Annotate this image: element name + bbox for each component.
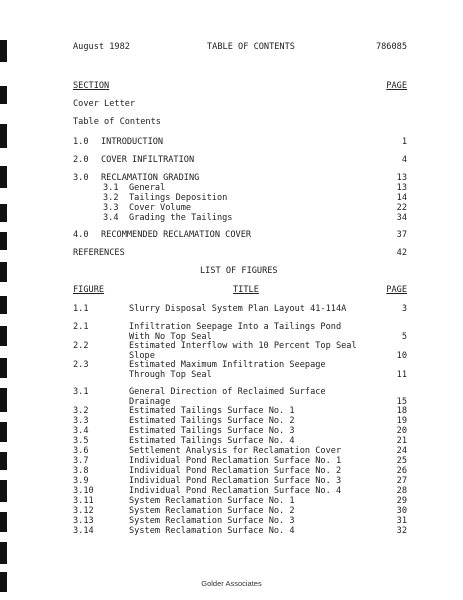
figure-title-continued: Through Top Seal	[129, 370, 212, 380]
figure-title: Individual Pond Reclamation Surface No. 2	[129, 466, 342, 476]
footer-company: Golder Associates	[201, 579, 262, 588]
page-column-heading: PAGE	[386, 81, 407, 91]
figure-page: 31	[396, 516, 407, 526]
toc-page: 42	[396, 248, 407, 258]
toc-subsection-title: Cover Volume	[129, 203, 192, 213]
binder-mark	[0, 232, 7, 250]
figure-page: 27	[396, 476, 407, 486]
figure-number: 3.3	[73, 416, 89, 426]
toc-page: 1	[401, 137, 407, 147]
toc-page: 13	[396, 173, 407, 183]
toc-page: 34	[396, 213, 407, 223]
figure-title: Estimated Tailings Surface No. 2	[129, 416, 295, 426]
figure-title: System Reclamation Surface No. 2	[129, 506, 295, 516]
figure-title: Settlement Analysis for Reclamation Cover	[129, 446, 342, 456]
toc-number: 1.0	[73, 137, 89, 147]
toc-subsection-title: Tailings Deposition	[129, 193, 228, 203]
figure-number: 3.6	[73, 446, 89, 456]
header-title: TABLE OF CONTENTS	[207, 42, 295, 52]
figure-page: 3	[401, 304, 407, 314]
toc-page: 22	[396, 203, 407, 213]
figure-title: Individual Pond Reclamation Surface No. 4	[129, 486, 342, 496]
figure-number: 3.10	[73, 486, 94, 496]
figure-page: 32	[396, 526, 407, 536]
figure-page: 19	[396, 416, 407, 426]
figure-page: 5	[401, 332, 407, 342]
binder-mark	[0, 358, 7, 378]
binder-mark	[0, 512, 7, 532]
toc-page: 37	[396, 230, 407, 240]
figure-title: Individual Pond Reclamation Surface No. 3	[129, 476, 342, 486]
figure-page: 21	[396, 436, 407, 446]
toc-page: 4	[401, 155, 407, 165]
toc-subsection-number: 3.1	[103, 183, 119, 193]
binder-mark	[0, 480, 7, 502]
figure-number: 2.2	[73, 341, 89, 351]
figure-number: 1.1	[73, 304, 89, 314]
figure-page: 10	[396, 351, 407, 361]
page-column-heading: PAGE	[386, 285, 407, 295]
figure-title: System Reclamation Surface No. 3	[129, 516, 295, 526]
toc-subsection-number: 3.3	[103, 203, 119, 213]
figure-page: 30	[396, 506, 407, 516]
figure-page: 26	[396, 466, 407, 476]
figure-number: 3.2	[73, 406, 89, 416]
toc-subsection-title: Grading the Tailings	[129, 213, 233, 223]
figure-title: Individual Pond Reclamation Surface No. 1	[129, 456, 342, 466]
toc-entry-table-of-contents: Table of Contents	[73, 117, 161, 127]
figure-number: 3.9	[73, 476, 89, 486]
figure-number: 3.7	[73, 456, 89, 466]
figure-page: 11	[396, 370, 407, 380]
binder-mark	[0, 166, 7, 188]
toc-title: COVER INFILTRATION	[101, 155, 195, 165]
toc-subsection-number: 3.4	[103, 213, 119, 223]
binder-mark	[0, 262, 7, 282]
figure-title: Slurry Disposal System Plan Layout 41-114A	[129, 304, 347, 314]
figure-title-continued: Drainage	[129, 397, 171, 407]
toc-number: 2.0	[73, 155, 89, 165]
figure-number: 3.8	[73, 466, 89, 476]
binder-mark	[0, 296, 7, 314]
figure-title: Infiltration Seepage Into a Tailings Pond	[129, 322, 342, 332]
figure-title: Estimated Tailings Surface No. 4	[129, 436, 295, 446]
figure-page: 28	[396, 486, 407, 496]
figure-title: Estimated Interflow with 10 Percent Top Seal	[129, 341, 357, 351]
figure-number: 2.1	[73, 322, 89, 332]
toc-title: RECOMMENDED RECLAMATION COVER	[101, 230, 252, 240]
binder-mark	[0, 40, 7, 62]
figure-number: 3.5	[73, 436, 89, 446]
binder-mark	[0, 452, 7, 470]
binder-mark	[0, 542, 7, 564]
toc-title-references: REFERENCES	[73, 248, 125, 258]
toc-number: 4.0	[73, 230, 89, 240]
header-doc-number: 786085	[375, 42, 407, 52]
header-date: August 1982	[73, 42, 130, 52]
figure-number: 3.11	[73, 496, 94, 506]
binder-mark	[0, 86, 7, 104]
figure-column-heading: FIGURE	[73, 285, 105, 295]
figure-title-continued: With No Top Seal	[129, 332, 212, 342]
figure-title-continued: Slope	[129, 351, 155, 361]
toc-title: RECLAMATION GRADING	[101, 173, 200, 183]
figure-title: System Reclamation Surface No. 4	[129, 526, 295, 536]
binder-mark	[0, 422, 7, 442]
figure-number: 3.1	[73, 387, 89, 397]
figure-number: 3.12	[73, 506, 94, 516]
toc-number: 3.0	[73, 173, 89, 183]
toc-page: 13	[396, 183, 407, 193]
figure-number: 3.4	[73, 426, 89, 436]
figure-title: Estimated Tailings Surface No. 3	[129, 426, 295, 436]
figure-title: Estimated Maximum Infiltration Seepage	[129, 360, 326, 370]
list-of-figures-heading: LIST OF FIGURES	[200, 266, 278, 276]
figure-title: Estimated Tailings Surface No. 1	[129, 406, 295, 416]
toc-subsection-title: General	[129, 183, 166, 193]
section-column-heading: SECTION	[73, 81, 110, 91]
figure-title: General Direction of Reclaimed Surface	[129, 387, 326, 397]
binder-mark	[0, 388, 7, 412]
figure-page: 29	[396, 496, 407, 506]
binder-mark	[0, 124, 7, 148]
figure-page: 20	[396, 426, 407, 436]
figure-page: 18	[396, 406, 407, 416]
toc-entry-cover-letter: Cover Letter	[73, 99, 136, 109]
binder-mark	[0, 326, 7, 346]
figure-page: 15	[396, 397, 407, 407]
toc-page: 14	[396, 193, 407, 203]
figure-title: System Reclamation Surface No. 1	[129, 496, 295, 506]
title-column-heading: TITLE	[233, 285, 259, 295]
toc-title: INTRODUCTION	[101, 137, 164, 147]
figure-page: 24	[396, 446, 407, 456]
figure-number: 3.13	[73, 516, 94, 526]
binder-mark	[0, 204, 7, 222]
figure-number: 3.14	[73, 526, 94, 536]
figure-number: 2.3	[73, 360, 89, 370]
figure-page: 25	[396, 456, 407, 466]
toc-subsection-number: 3.2	[103, 193, 119, 203]
